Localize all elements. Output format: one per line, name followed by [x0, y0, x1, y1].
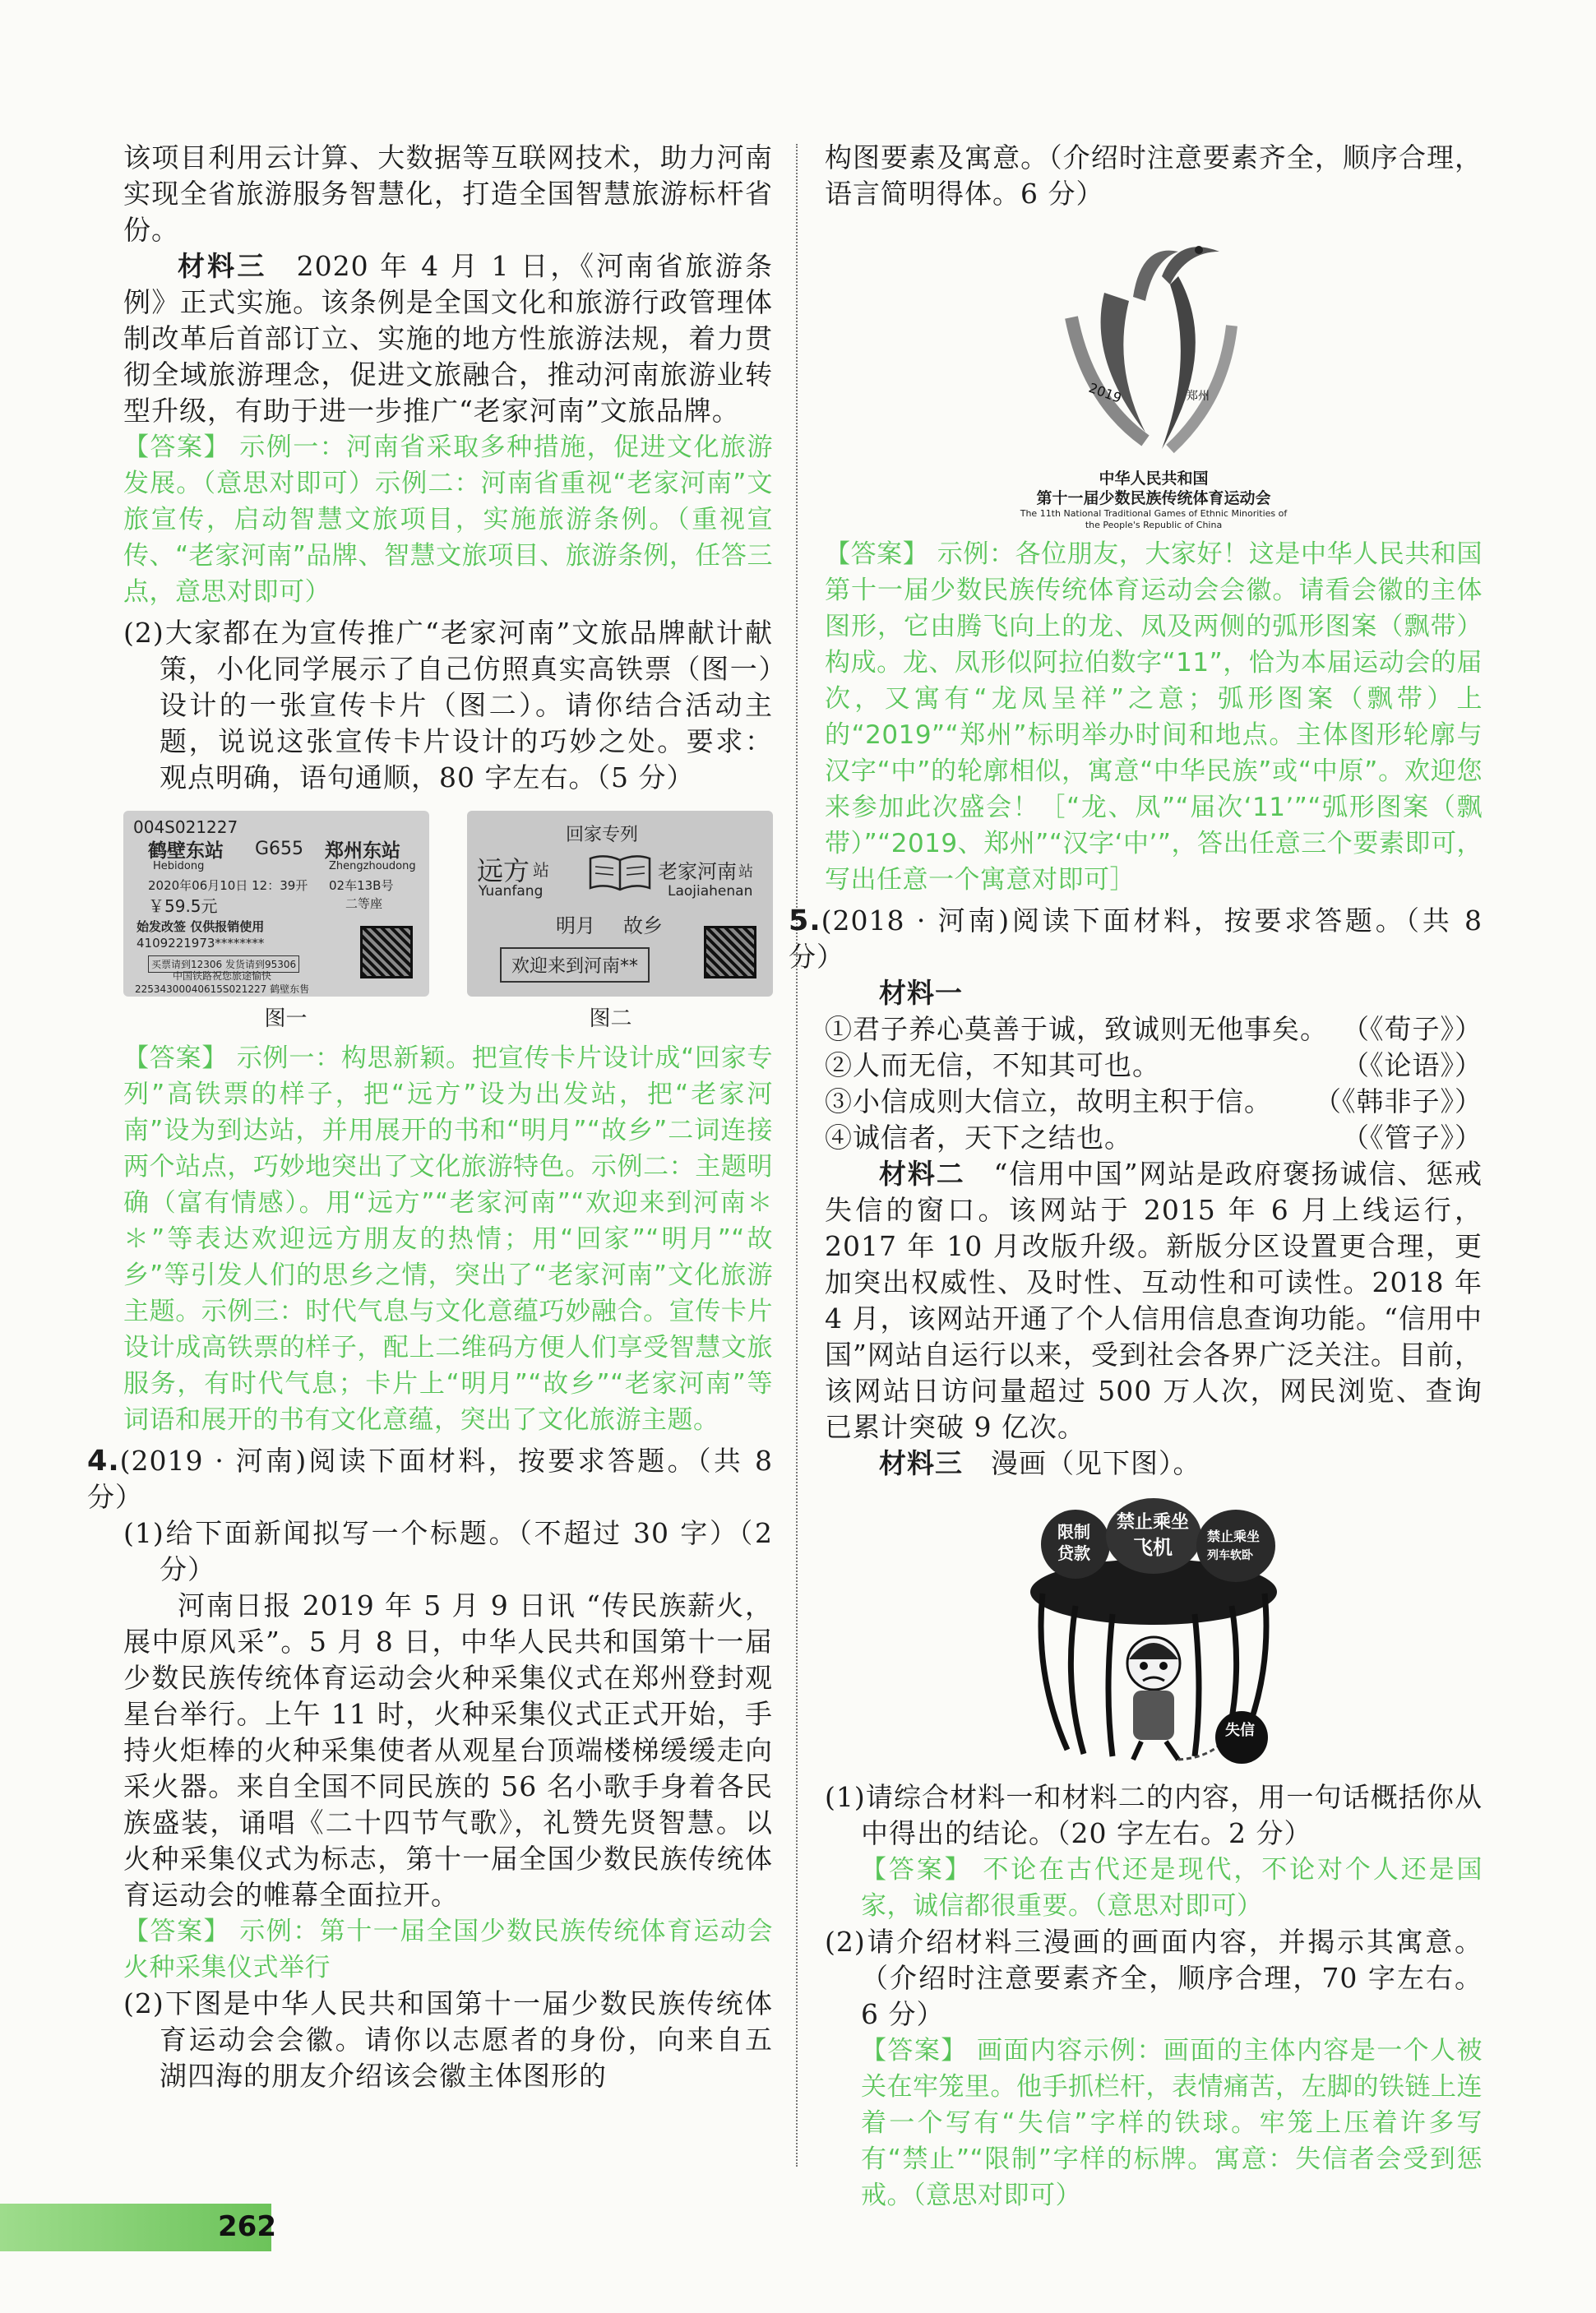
- quote-source: （《荀子》）: [1342, 1013, 1483, 1045]
- promo-to-pinyin: Laojiahenan: [668, 883, 753, 900]
- paragraph-continued: 该项目利用云计算、大数据等互联网技术，助力河南实现全省旅游服务智慧化，打造全国智慧旅游标杆省份。: [123, 141, 773, 246]
- caption-figure-2: 图二: [589, 1006, 632, 1031]
- answer-q4-2: 【答案】 示例：各位朋友，大家好！这是中华人民共和国第十一届少数民族传统体育运动会会徽。请看会徽的主体图形，它由腾飞向上的龙、凤及两侧的弧形图案（飘带）构成。龙、凤形似阿拉伯数字“11”，恰为本届运动会的届次，又寓有“龙凤呈祥”之意；弧形图案（飘带）上的“2019”“郑州”标明举办时间和地点。主体图形轮廓与汉字“中”的轮廓相似，寓意“中华民族”或“中原”。欢迎您来参加此次盛会！［“龙、凤”“届次‘11’”“弧形图案（飘带）”“2019、郑州”“汉字‘中’”，答出任意三个要素即可，写出任意一个寓意对即可］: [825, 539, 1483, 895]
- emblem-title-1: 中华人民共和国: [1099, 470, 1209, 488]
- ticket-figures: [123, 811, 773, 997]
- open-book-icon: [587, 852, 653, 893]
- ball-label: 失信: [1225, 1722, 1255, 1739]
- ticket-train: G655: [255, 839, 304, 859]
- question-4-text: (2019 · 河南)阅读下面材料，按要求答题。（共 8 分）: [87, 1445, 773, 1513]
- question-5-2: (2)请介绍材料三漫画的画面内容，并揭示其寓意。（介绍时注意要素齐全，顺序合理，70 字左右。6 分）: [825, 1926, 1483, 2030]
- answer-q1: 【答案】 示例一：河南省采取多种措施，促进文化旅游发展。（意思对即可）示例二：河南省重视“老家河南”文旅宣传，启动智慧文旅项目，实施旅游条例。（重视宣传、“老家河南”品牌、智慧文旅项目、旅游条例，任答三点，意思对即可）: [123, 433, 773, 607]
- ticket-footer-2: 中国铁路祝您旅途愉快: [173, 970, 272, 982]
- promo-top: 回家专列: [566, 825, 639, 845]
- material-two-label: 材料二: [879, 1158, 965, 1190]
- question-5-number: 5.: [789, 904, 821, 937]
- answer-q5-1: 【答案】 不论在古代还是现代，不论对个人还是国家，诚信都很重要。（意思对即可）: [861, 1855, 1483, 1921]
- quotes-list: [825, 1011, 1483, 1156]
- question-5: [789, 903, 1483, 975]
- promo-word-home: 故乡: [623, 914, 663, 937]
- quote-text: ①君子养心莫善于诚，致诚则无他事矣。: [825, 1013, 1328, 1045]
- ticket-note: 始发改签 仅供报销使用: [136, 919, 265, 934]
- figure-captions: [123, 1002, 773, 1032]
- ticket-to: 郑州东站: [325, 840, 400, 862]
- promo-from: 远方: [477, 855, 530, 886]
- quote-source: （《管子》）: [1342, 1122, 1483, 1154]
- quote-item: [825, 1011, 1483, 1048]
- quote-item: [825, 1120, 1483, 1156]
- cartoon-figure: [1018, 1495, 1289, 1766]
- ticket-code: 22534300040615S021227 鹤壁东售: [135, 983, 310, 995]
- ticket-from: 鹤壁东站: [148, 840, 224, 862]
- left-column: [87, 140, 773, 2094]
- answer-q4-1: 【答案】 示例：第十一届全国少数民族传统体育运动会火种采集仪式举行: [123, 1917, 773, 1982]
- material-three-right: [825, 1446, 1483, 1482]
- games-emblem: [989, 227, 1318, 531]
- ticket-seat: 02车13B号: [329, 878, 394, 893]
- caption-figure-1: 图一: [264, 1006, 308, 1031]
- emblem-year: 2019: [1086, 379, 1124, 406]
- promo-from-zhan: 站: [533, 860, 549, 880]
- material-three-text: 2020 年 4 月 1 日，《河南省旅游条例》正式实施。该条例是全国文化和旅游行政管理体制改革后首部订立、实施的地方性旅游法规，着力贯彻全域旅游理念，促进文旅融合，推动河南旅游业转型升级，有助于进一步推广“老家河南”文旅品牌。: [123, 250, 773, 427]
- question-4-2: (2)下图是中华人民共和国第十一届少数民族传统体育运动会会徽。请你以志愿者的身份，向来自五湖四海的朋友介绍该会徽主体图形的: [123, 1987, 773, 2092]
- question-2: (2)大家都在为宣传推广“老家河南”文旅品牌献计献策，小化同学展示了自己仿照真实高铁票（图一）设计的一张宣传卡片（图二）。请你结合活动主题，说说这张宣传卡片设计的巧妙之处。要求：观点明确，语句通顺，80 字左右。（5 分）: [123, 617, 773, 793]
- material-one-label: 材料一: [879, 977, 963, 1009]
- question-5-text: (2018 · 河南)阅读下面材料，按要求答题。（共 8 分）: [789, 904, 1483, 973]
- question-4-2-continued: 构图要素及寓意。（介绍时注意要素齐全，顺序合理，语言简明得体。6 分）: [825, 141, 1483, 210]
- qr-code-icon: [704, 926, 756, 978]
- sign-sleeper: 列车软卧: [1207, 1549, 1253, 1562]
- ticket-class: 二等座: [345, 896, 383, 911]
- sign-ban-flight: 禁止乘坐: [1117, 1512, 1190, 1533]
- answer-q2: 【答案】 示例一：构思新颖。把宣传卡片设计成“回家专列”高铁票的样子，把“远方”设为出发站，把“老家河南”设为到达站，并用展开的书和“明月”“故乡”二词连接两个站点，巧妙地突出了文化旅游特色。示例二：主题明确（富有情感）。用“远方”“老家河南”“欢迎来到河南＊＊”等表达欢迎远方朋友的热情；用“回家”“明月”“故乡”等引发人们的思乡之情，突出了“老家河南”文化旅游主题。示例三：时代气息与文化意蕴巧妙融合。宣传卡片设计成高铁票的样子，配上二维码方便人们享受智慧文旅服务，有时代气息；卡片上“明月”“故乡”“老家河南”等词语和展开的书有文化意蕴，突出了文化旅游主题。: [123, 1043, 773, 1435]
- emblem-city: 郑州: [1187, 390, 1210, 403]
- quote-text: ③小信成则大信立，故明主积于信。: [825, 1085, 1272, 1117]
- quote-text: ④诚信者，天下之结也。: [825, 1122, 1132, 1154]
- material-three-text: 漫画（见下图）。: [991, 1447, 1201, 1479]
- real-train-ticket: [123, 811, 429, 997]
- right-column: [789, 140, 1483, 2214]
- ticket-serial: 004S021227: [133, 817, 238, 837]
- material-three: [123, 248, 773, 429]
- sign-plane: 飞机: [1133, 1536, 1173, 1559]
- column-divider: [796, 144, 798, 2167]
- question-4-1: (1)给下面新闻拟写一个标题。（不超过 30 字）（2 分）: [123, 1517, 773, 1585]
- ticket-footer-1: 买票请到12306 发货请到95306: [148, 955, 299, 973]
- material-three-label: 材料三: [178, 250, 267, 282]
- sign-ban-train: 禁止乘坐: [1207, 1529, 1261, 1544]
- ticket-to-pinyin: Zhengzhoudong: [329, 860, 416, 872]
- ticket-from-pinyin: Hebidong: [153, 860, 205, 872]
- quote-item: [825, 1084, 1483, 1120]
- material-two: [825, 1156, 1483, 1446]
- quote-source: （《韩非子》）: [1314, 1085, 1483, 1117]
- quote-source: （《论语》）: [1342, 1049, 1483, 1081]
- promo-to: 老家河南: [658, 860, 737, 883]
- sign-restrict: 限制: [1057, 1522, 1090, 1542]
- question-4: [87, 1443, 773, 1515]
- promo-to-zhan: 站: [738, 863, 753, 881]
- qr-code-icon: [360, 926, 413, 978]
- question-4-number: 4.: [87, 1445, 120, 1478]
- promo-ticket-card: [467, 811, 773, 997]
- sign-loan: 贷款: [1057, 1543, 1090, 1563]
- ticket-price: ￥59.5元: [148, 896, 218, 916]
- promo-banner: 欢迎来到河南**: [500, 947, 650, 983]
- emblem-english-1: The 11th National Traditional Games of Ethnic Minorities of: [1020, 508, 1288, 519]
- question-5-1: (1)请综合材料一和材料二的内容，用一句话概括你从中得出的结论。（20 字左右。2 分）: [825, 1781, 1483, 1849]
- page-number: 262: [218, 2210, 276, 2243]
- promo-word-moon: 明月: [556, 914, 595, 937]
- news-text: 河南日报 2019 年 5 月 9 日讯 “传民族薪火，展中原风采”。5 月 8 日，中华人民共和国第十一届少数民族传统体育运动会火种采集仪式在郑州登封观星台举行。上午 11 时，火种采集仪式正式开始，手持火炬棒的火种采集使者从观星台顶端楼梯缓缓走向采火器。来自全国不同民族的 56 名小歌手身着各民族盛装，诵唱《二十四节气歌》，礼赞先贤智慧。以火种采集仪式为标志，第十一届全国少数民族传统体育运动会的帷幕全面拉开。: [123, 1589, 773, 1911]
- emblem-english-2: the People's Republic of China: [1085, 520, 1223, 530]
- quote-text: ②人而无信，不知其可也。: [825, 1049, 1160, 1081]
- emblem-title-2: 第十一届少数民族传统体育运动会: [1036, 489, 1271, 507]
- caged-person-cartoon-icon: [1018, 1495, 1289, 1766]
- promo-from-pinyin: Yuanfang: [479, 883, 544, 900]
- material-three-label: 材料三: [879, 1447, 963, 1479]
- answer-q5-2: 【答案】 画面内容示例：画面的主体内容是一个人被关在牢笼里。他手抓栏杆，表情痛苦，左脚的铁链上连着一个写有“失信”字样的铁球。牢笼上压着许多写有“禁止”“限制”字样的标牌。寓意：失信者会受到惩戒。（意思对即可）: [861, 2036, 1483, 2210]
- ticket-date: 2020年06月10日 12：39开: [148, 878, 308, 893]
- quote-item: [825, 1048, 1483, 1084]
- material-one-label-line: [825, 975, 1483, 1011]
- material-two-text: “信用中国”网站是政府褒扬诚信、惩戒失信的窗口。该网站于 2015 年 6 月上线运行，2017 年 10 月改版升级。新版分区设置更合理，更加突出权威性、及时性、互动性和可读性。2018 年 4 月，该网站开通了个人信用信息查询功能。“信用中国”网站自运行以来，受到社会各界广泛关注。目前，该网站日访问量超过 500 万人次，网民浏览、查询已累计突破 9 亿次。: [825, 1158, 1483, 1443]
- ticket-id: 4109221973********: [136, 936, 265, 951]
- dragon-phoenix-emblem-icon: [1055, 227, 1252, 465]
